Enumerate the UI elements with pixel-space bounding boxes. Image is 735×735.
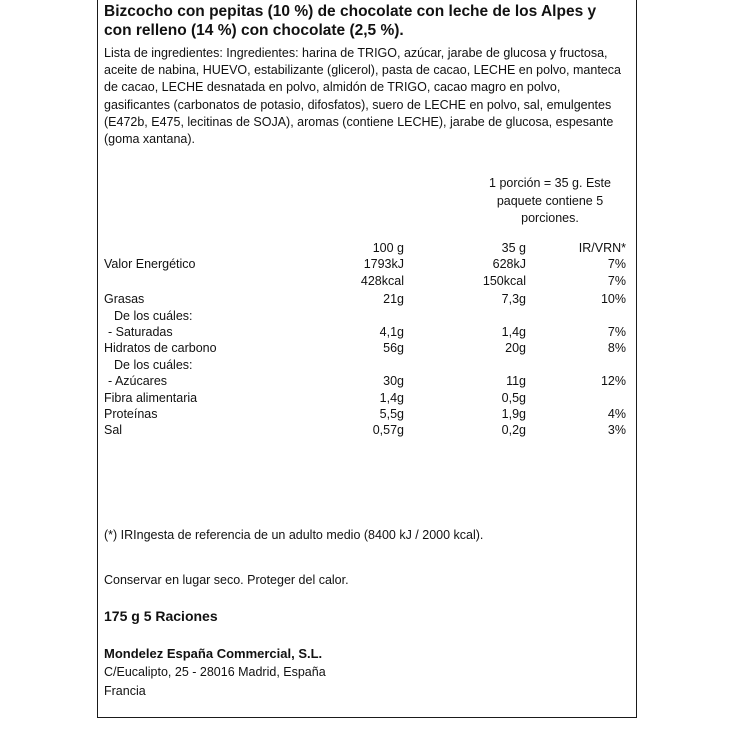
nutrient-label: Sal	[104, 423, 123, 438]
value-per-100g: 30g	[383, 374, 404, 389]
value-ir-vrn: 7%	[607, 273, 626, 288]
nutrient-label: - Azúcares	[108, 374, 168, 389]
nutrition-row	[104, 340, 634, 356]
value-per-35g: 1,4g	[501, 324, 526, 339]
value-per-35g: 7,3g	[501, 292, 526, 307]
value-ir-vrn: 10%	[600, 292, 626, 307]
nutrition-row	[104, 373, 634, 389]
net-weight: 175 g 5 Raciones	[104, 608, 218, 624]
value-per-35g: 628kJ	[492, 257, 526, 272]
value-ir-vrn: 3%	[607, 423, 626, 438]
nutrient-label: De los cuáles:	[114, 357, 193, 372]
nutrition-header-row	[104, 240, 634, 256]
nutrition-row	[104, 291, 634, 307]
value-ir-vrn: 7%	[607, 257, 626, 272]
value-per-100g: 21g	[383, 292, 404, 307]
value-per-100g: 56g	[383, 341, 404, 356]
product-title: Bizcocho con pepitas (10 %) de chocolate con leche de los Alpes y con relleno (14 %) con chocolate (2,5 %).	[104, 3, 597, 39]
value-per-35g: 11g	[506, 374, 526, 389]
value-per-100g: 4,1g	[379, 324, 404, 339]
value-per-35g: 1,9g	[501, 406, 526, 421]
nutrition-row	[104, 256, 634, 272]
nutrition-table	[104, 240, 634, 439]
value-per-100g: 0,57g	[372, 423, 404, 438]
value-ir-vrn: 12%	[600, 374, 626, 389]
value-per-35g: 0,5g	[501, 390, 526, 405]
storage-instructions: Conservar en lugar seco. Proteger del calor.	[104, 573, 349, 587]
nutrient-label: Valor Energético	[104, 257, 196, 272]
nutrition-row	[104, 273, 634, 289]
portion-note: 1 porción = 35 g. Este paquete contiene 5 porciones.	[489, 176, 611, 225]
value-ir-vrn: 7%	[607, 324, 626, 339]
value-per-100g: 1793kJ	[363, 257, 404, 272]
nutrition-row	[104, 357, 634, 373]
nutrient-label: Proteínas	[104, 406, 158, 421]
nutrient-label: Fibra alimentaria	[104, 390, 198, 405]
nutrition-row	[104, 390, 634, 406]
value-ir-vrn: 8%	[607, 341, 626, 356]
value-per-100g: 5,5g	[379, 406, 404, 421]
value-per-100g: 1,4g	[379, 390, 404, 405]
ir-footnote: (*) IRIngesta de referencia de un adulto medio (8400 kJ / 2000 kcal).	[104, 528, 484, 542]
header-per-100g: 100 g	[372, 241, 404, 255]
value-per-35g: 0,2g	[501, 423, 526, 438]
ingredients-list: Lista de ingredientes: Ingredientes: harina de TRIGO, azúcar, jarabe de glucosa y fructosa, aceite de nabina, HUEVO, estabilizante (glicerol), pasta de cacao, LECHE en polvo, manteca de cacao, LECHE desnatada en polvo, almidón de TRIGO, cacao magro en polvo, gasificantes (carbonatos de potasio, difosfatos), suero de LECHE en polvo, sal, emulgentes (E472b, E475, lecitinas de SOJA), aromas (contiene LECHE), jarabe de glucosa, espesante (goma xantana).	[104, 46, 621, 147]
nutrition-row	[104, 406, 634, 422]
company-country: Francia	[104, 684, 146, 698]
company-address: C/Eucalipto, 25 - 28016 Madrid, España	[104, 665, 326, 679]
nutrient-label: - Saturadas	[108, 324, 173, 339]
header-per-35g: 35 g	[501, 241, 526, 255]
value-per-100g: 428kcal	[360, 273, 404, 288]
nutrient-label: Hidratos de carbono	[104, 341, 217, 356]
value-ir-vrn: 4%	[607, 406, 626, 421]
value-per-35g: 20g	[505, 341, 526, 356]
nutrient-label: De los cuáles:	[114, 308, 193, 323]
value-per-35g: 150kcal	[482, 273, 526, 288]
company-name: Mondelez España Commercial, S.L.	[104, 646, 323, 661]
nutrition-row	[104, 324, 634, 340]
nutrition-row	[104, 308, 634, 324]
header-ir-vrn: IR/VRN*	[578, 241, 626, 255]
nutrient-label: Grasas	[104, 292, 145, 307]
nutrition-row	[104, 422, 634, 438]
